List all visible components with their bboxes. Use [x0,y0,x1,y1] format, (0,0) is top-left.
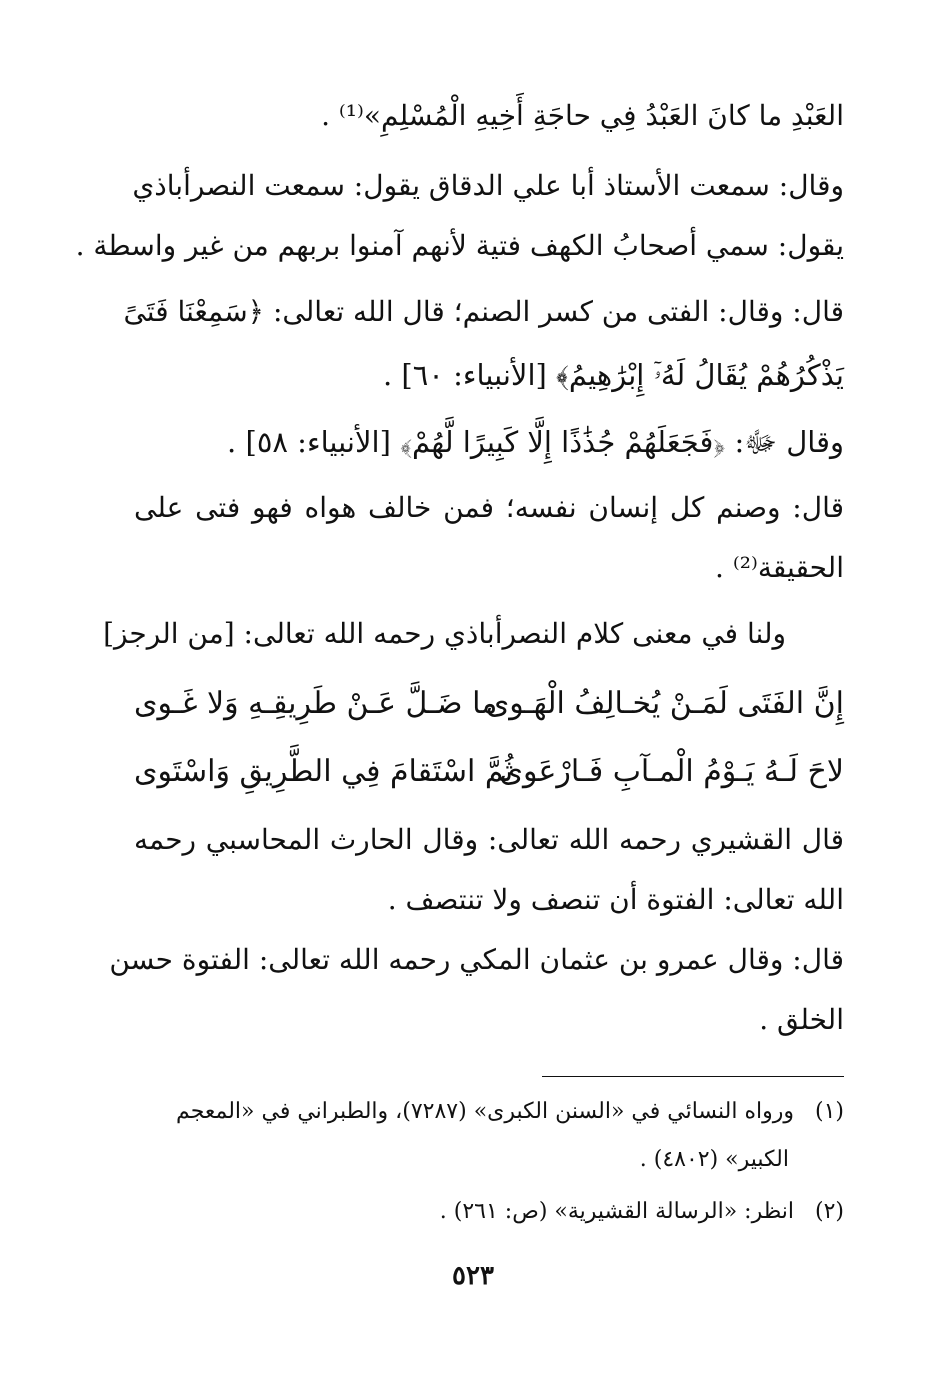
footnote-separator [542,1076,844,1077]
footnote-number: (٢) [814,1199,844,1224]
footnote-text: ورواه النسائي في «السنن الكبرى» (٧٢٨٧)، والطبراني في «المعجم [176,1099,794,1124]
page-number: ٥٢٣ [452,1261,494,1291]
text-line: قال: وقال: الفتى من كسر الصنم؛ قال الله تعالى: ﴿سَمِعْنَا فَتَىً [123,295,844,328]
text-line: وقال: سمعت الأستاذ أبا علي الدقاق يقول: سمعت النصرأباذي [132,169,844,202]
footnote-continuation: الكبير» (٤٨٠٢) . [639,1147,789,1172]
poem-verse [134,750,844,794]
text-line: الخلق . [759,1003,844,1036]
quran-verse-line: وقال ﷻ: ﴿فَجَعَلَهُمْ جُذَٰذًا إِلَّا كَبِيرًا لَّهُمْ﴾ [الأنبياء: ٥٨] . [227,425,844,459]
footnote-text: انظر: «الرسالة القشيرية» (ص: ٢٦١) . [439,1199,794,1224]
text-line: ولنا في معنى كلام النصرأباذي رحمه الله تعالى: [من الرجز] [103,617,786,650]
footnote [134,1096,844,1128]
footnote-number: (١) [814,1099,844,1124]
text-line: العَبْدِ ما كانَ العَبْدُ فِي حاجَةِ أَخِيهِ الْمُسْلِمِ»⁽¹⁾ . [321,99,844,132]
text-line: قال: وقال عمرو بن عثمان المكي رحمه الله تعالى: الفتوة حسن [109,943,844,976]
text-line: قال: وصنم كل إنسان نفسه؛ فمن خالف هواه فهو فتى على [134,491,844,524]
text-line: الحقيقة⁽²⁾ . [715,551,844,584]
quran-verse-line: يَذْكُرُهُمْ يُقَالُ لَهُۥٓ إِبْرَٰهِيمُ﴾ [الأنبياء: ٦٠] . [382,358,844,392]
footnote [134,1196,844,1228]
text-line: الله تعالى: الفتوة أن تنصف ولا تنتصف . [387,883,844,916]
poem-first-hemistich: لاحَ لَـهُ يَـوْمُ الْمـآبِ فَـارْعَوى [499,754,844,789]
text-line: يقول: سمي أصحابُ الكهف فتية لأنهم آمنوا بربهم من غير واسطة . [75,229,844,262]
poem-second-hemistich: ما ضَـلَّ عَـنْ طَرِيقِـهِ وَلا غَـوى [134,686,498,721]
poem-verse [134,682,844,726]
poem-second-hemistich: ثُمَّ اسْتَقامَ فِي الطَّرِيقِ وَاسْتَوى [134,754,514,789]
poem-first-hemistich: إِنَّ الفَتَى لَمَـنْ يُخـالِفُ الْهَـوى [485,686,844,721]
text-line: قال القشيري رحمه الله تعالى: وقال الحارث المحاسبي رحمه [134,823,844,856]
